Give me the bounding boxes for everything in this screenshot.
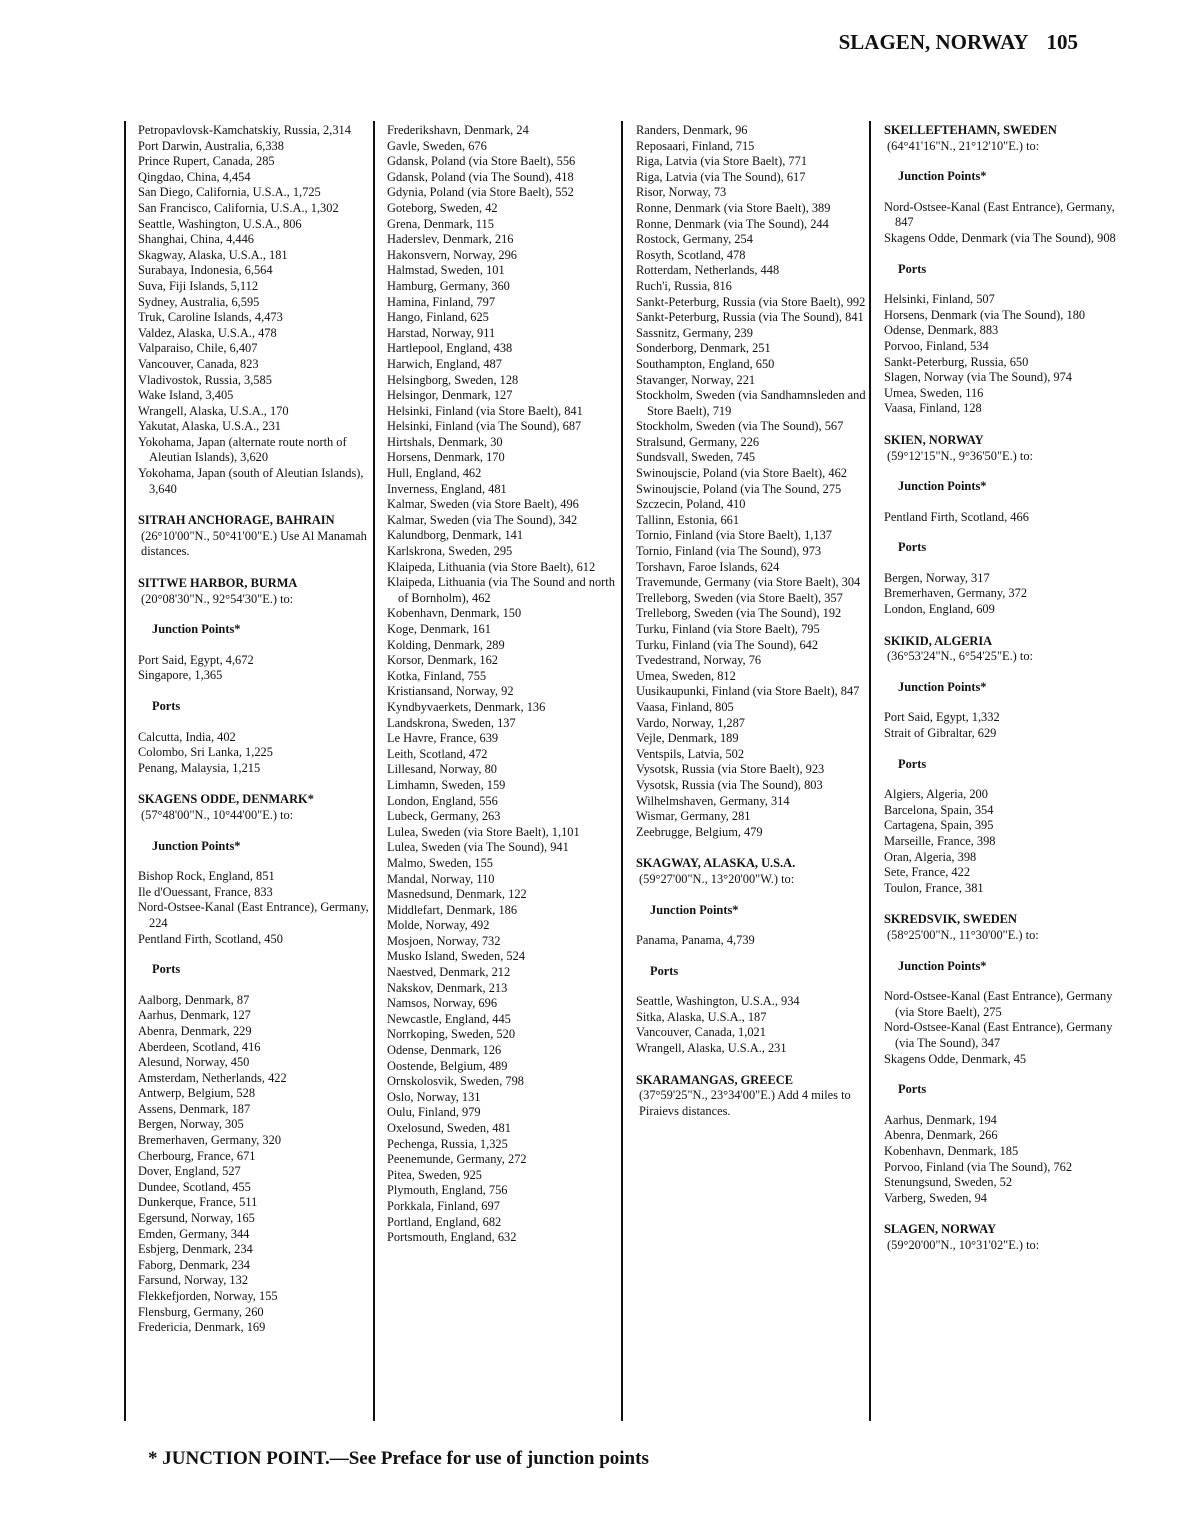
port-entry: London, England, 609 xyxy=(884,602,995,617)
port-entry: Faborg, Denmark, 234 xyxy=(138,1257,250,1272)
port-entry: Vysotsk, Russia (via The Sound), 803 xyxy=(636,777,823,792)
port-entry: Dunkerque, France, 511 xyxy=(138,1195,258,1210)
port-entry: Hartlepool, England, 438 xyxy=(387,341,513,356)
port-entry: Musko Island, Sweden, 524 xyxy=(387,949,526,964)
port-entry: Port Said, Egypt, 1,332 xyxy=(884,710,1000,725)
port-entry: Ventspils, Latvia, 502 xyxy=(636,746,745,761)
port-entry: Ruch'i, Russia, 816 xyxy=(636,278,732,293)
port-entry: Helsinki, Finland (via Store Baelt), 841 xyxy=(387,403,583,418)
port-entry: Inverness, England, 481 xyxy=(387,481,507,496)
port-entry: Porkkala, Finland, 697 xyxy=(387,1198,500,1213)
port-entry: Panama, Panama, 4,739 xyxy=(636,933,755,948)
column-rule xyxy=(124,121,126,1421)
port-entry: Fredericia, Denmark, 169 xyxy=(138,1320,266,1335)
section-heading: SKIEN, NORWAY xyxy=(884,432,984,447)
port-entry: Alesund, Norway, 450 xyxy=(138,1055,250,1070)
port-entry: Flensburg, Germany, 260 xyxy=(138,1304,264,1319)
port-entry: Klaipeda, Lithuania (via The Sound and north of Bornholm), 462 xyxy=(387,575,615,605)
port-entry: Wrangell, Alaska, U.S.A., 231 xyxy=(636,1041,787,1056)
port-entry: Helsingor, Denmark, 127 xyxy=(387,388,513,403)
port-entry: Karlskrona, Sweden, 295 xyxy=(387,544,513,559)
subheading: Ports xyxy=(898,756,927,771)
section-heading: SKREDSVIK, SWEDEN xyxy=(884,912,1017,927)
port-entry: Stavanger, Norway, 221 xyxy=(636,372,756,387)
port-entry: Vysotsk, Russia (via Store Baelt), 923 xyxy=(636,762,825,777)
port-entry: San Diego, California, U.S.A., 1,725 xyxy=(138,185,321,200)
port-entry: Assens, Denmark, 187 xyxy=(138,1101,251,1116)
port-entry: Kalmar, Sweden (via Store Baelt), 496 xyxy=(387,497,579,512)
port-entry: Egersund, Norway, 165 xyxy=(138,1211,255,1226)
coordinates: (64°41'16"N., 21°12'10"E.) to: xyxy=(887,138,1040,153)
port-entry: Bremerhaven, Germany, 372 xyxy=(884,586,1028,601)
port-entry: Halmstad, Sweden, 101 xyxy=(387,263,505,278)
port-entry: Plymouth, England, 756 xyxy=(387,1183,508,1198)
port-entry: Tvedestrand, Norway, 76 xyxy=(636,653,762,668)
port-entry: Swinoujscie, Poland (via The Sound, 275 xyxy=(636,481,842,496)
subheading: Junction Points* xyxy=(152,838,241,853)
port-entry: Ile d'Ouessant, France, 833 xyxy=(138,884,273,899)
port-entry: Turku, Finland (via Store Baelt), 795 xyxy=(636,622,820,636)
port-entry: Hakonsvern, Norway, 296 xyxy=(387,247,517,262)
port-entry: Reposaari, Finland, 715 xyxy=(636,138,755,153)
port-entry: Mosjoen, Norway, 732 xyxy=(387,933,501,948)
port-entry: Oxelosund, Sweden, 481 xyxy=(387,1121,511,1135)
port-entry: Stockholm, Sweden (via Sandhamnsleden and Store Baelt), 719 xyxy=(636,388,866,418)
port-entry: London, England, 556 xyxy=(387,793,498,808)
port-entry: Frederikshavn, Denmark, 24 xyxy=(387,123,529,137)
port-entry: Penang, Malaysia, 1,215 xyxy=(138,760,261,775)
port-entry: Bergen, Norway, 317 xyxy=(884,570,990,585)
port-entry: Wrangell, Alaska, U.S.A., 170 xyxy=(138,403,289,418)
port-entry: Lulea, Sweden (via Store Baelt), 1,101 xyxy=(387,824,580,839)
port-entry: Haderslev, Denmark, 216 xyxy=(387,232,514,247)
port-entry: Zeebrugge, Belgium, 479 xyxy=(636,824,763,839)
coordinates: (58°25'00"N., 11°30'00"E.) to: xyxy=(887,927,1039,942)
port-entry: Oslo, Norway, 131 xyxy=(387,1089,481,1104)
port-entry: Wilhelmshaven, Germany, 314 xyxy=(636,793,790,808)
port-entry: Uusikaupunki, Finland (via Store Baelt), 847 xyxy=(636,684,860,699)
port-entry: Antwerp, Belgium, 528 xyxy=(138,1086,256,1101)
port-entry: Sankt-Peterburg, Russia (via Store Baelt), 992 xyxy=(636,294,866,309)
port-entry: Koge, Denmark, 161 xyxy=(387,622,491,636)
port-entry: Bremerhaven, Germany, 320 xyxy=(138,1133,282,1148)
page-title: SLAGEN, NORWAY xyxy=(838,30,1029,54)
port-entry: Pentland Firth, Scotland, 466 xyxy=(884,509,1029,524)
port-entry: Kotka, Finland, 755 xyxy=(387,668,487,683)
section-heading: SLAGEN, NORWAY xyxy=(884,1222,997,1237)
port-entry: Hirtshals, Denmark, 30 xyxy=(387,434,503,449)
port-entry: Aarhus, Denmark, 127 xyxy=(138,1008,251,1023)
port-entry: Aberdeen, Scotland, 416 xyxy=(138,1039,261,1054)
port-entry: Nord-Ostsee-Kanal (East Entrance), Germany, 847 xyxy=(884,199,1115,230)
section-heading: SKAGWAY, ALASKA, U.S.A. xyxy=(636,856,796,871)
port-entry: Umea, Sweden, 812 xyxy=(636,668,736,683)
port-entry: Trelleborg, Sweden (via The Sound), 192 xyxy=(636,606,842,621)
port-entry: Port Darwin, Australia, 6,338 xyxy=(138,138,284,153)
port-entry: Bergen, Norway, 305 xyxy=(138,1117,244,1132)
port-entry: Cherbourg, France, 671 xyxy=(138,1148,256,1163)
column-3 xyxy=(636,123,871,1119)
subheading: Junction Points* xyxy=(898,479,987,494)
port-entry: Lulea, Sweden (via The Sound), 941 xyxy=(387,840,569,855)
port-entry: Trelleborg, Sweden (via Store Baelt), 357 xyxy=(636,590,843,605)
port-entry: Aalborg, Denmark, 87 xyxy=(138,992,250,1007)
port-entry: Amsterdam, Netherlands, 422 xyxy=(138,1070,287,1085)
port-entry: Vaasa, Finland, 128 xyxy=(884,401,982,416)
coordinates: (59°27'00"N., 13°20'00"W.) to: xyxy=(639,871,795,886)
port-entry: Kobenhavn, Denmark, 185 xyxy=(884,1143,1019,1158)
port-entry: Torshavn, Faroe Islands, 624 xyxy=(636,559,780,574)
port-entry: Porvoo, Finland (via The Sound), 762 xyxy=(884,1159,1073,1174)
port-entry: Toulon, France, 381 xyxy=(884,880,984,895)
port-entry: Travemunde, Germany (via Store Baelt), 304 xyxy=(636,575,861,590)
port-entry: Naestved, Denmark, 212 xyxy=(387,965,511,980)
port-entry: Odense, Denmark, 883 xyxy=(884,323,999,338)
port-entry: Landskrona, Sweden, 137 xyxy=(387,715,516,730)
port-entry: Hull, England, 462 xyxy=(387,466,482,481)
port-entry: Hamburg, Germany, 360 xyxy=(387,278,510,293)
subheading: Ports xyxy=(152,962,181,977)
subheading: Ports xyxy=(898,540,927,555)
coordinates: (37°59'25"N., 23°34'00"E.) Add 4 miles to Piraievs distances. xyxy=(639,1088,851,1118)
port-entry: Slagen, Norway (via The Sound), 974 xyxy=(884,370,1073,385)
port-entry: Pentland Firth, Scotland, 450 xyxy=(138,931,283,946)
running-head xyxy=(839,30,1078,55)
column-rule xyxy=(869,121,871,1421)
port-entry: Norrkoping, Sweden, 520 xyxy=(387,1027,516,1042)
port-entry: Vladivostok, Russia, 3,585 xyxy=(138,372,272,387)
port-entry: Gdynia, Poland (via Store Baelt), 552 xyxy=(387,185,574,200)
subheading: Ports xyxy=(650,963,679,978)
port-entry: Nakskov, Denmark, 213 xyxy=(387,980,508,995)
section-heading: SITRAH ANCHORAGE, BAHRAIN xyxy=(138,513,335,528)
port-entry: Bishop Rock, England, 851 xyxy=(138,869,275,884)
port-entry: Nord-Ostsee-Kanal (East Entrance), Germany (via The Sound), 347 xyxy=(884,1020,1113,1050)
port-entry: Kalmar, Sweden (via The Sound), 342 xyxy=(387,512,578,527)
port-entry: Kobenhavn, Denmark, 150 xyxy=(387,606,522,621)
port-entry: Stenungsund, Sweden, 52 xyxy=(884,1175,1013,1190)
column-rule xyxy=(373,121,375,1421)
port-entry: Qingdao, China, 4,454 xyxy=(138,169,251,184)
port-entry: Calcutta, India, 402 xyxy=(138,729,236,744)
port-entry: Tallinn, Estonia, 661 xyxy=(636,512,740,527)
port-entry: Skagens Odde, Denmark, 45 xyxy=(884,1051,1027,1066)
port-entry: Peenemunde, Germany, 272 xyxy=(387,1152,527,1167)
port-entry: Gavle, Sweden, 676 xyxy=(387,138,487,153)
port-entry: Southampton, England, 650 xyxy=(636,356,775,371)
port-entry: Grena, Denmark, 115 xyxy=(387,216,494,231)
subheading: Junction Points* xyxy=(152,622,241,637)
port-entry: Surabaya, Indonesia, 6,564 xyxy=(138,263,273,278)
port-entry: Klaipeda, Lithuania (via Store Baelt), 612 xyxy=(387,559,596,574)
port-entry: Vancouver, Canada, 1,021 xyxy=(636,1025,766,1040)
port-entry: Singapore, 1,365 xyxy=(138,668,223,683)
port-entry: Korsor, Denmark, 162 xyxy=(387,653,498,668)
port-entry: Odense, Denmark, 126 xyxy=(387,1043,502,1058)
section-heading: SKAGENS ODDE, DENMARK* xyxy=(138,792,314,807)
port-entry: Namsos, Norway, 696 xyxy=(387,996,498,1011)
subheading: Ports xyxy=(152,699,181,713)
port-entry: Sankt-Peterburg, Russia (via The Sound), 841 xyxy=(636,310,864,325)
port-entry: Oran, Algeria, 398 xyxy=(884,849,977,864)
port-entry: Nord-Ostsee-Kanal (East Entrance), Germany, 224 xyxy=(138,900,369,930)
footnote: * JUNCTION POINT.—See Preface for use of junction points xyxy=(148,1448,649,1469)
port-entry: Vancouver, Canada, 823 xyxy=(138,356,259,371)
port-entry: Helsinki, Finland, 507 xyxy=(884,292,995,307)
port-entry: Yokohama, Japan (south of Aleutian Islands), 3,640 xyxy=(138,466,364,496)
port-entry: Middlefart, Denmark, 186 xyxy=(387,902,518,917)
port-entry: Dover, England, 527 xyxy=(138,1164,241,1179)
section-heading: SKIKID, ALGERIA xyxy=(884,633,993,648)
port-entry: Kolding, Denmark, 289 xyxy=(387,637,505,652)
coordinates: (57°48'00"N., 10°44'00"E.) to: xyxy=(141,807,294,822)
port-entry: Riga, Latvia (via The Sound), 617 xyxy=(636,169,806,184)
port-entry: Sitka, Alaska, U.S.A., 187 xyxy=(636,1009,767,1024)
coordinates: (59°20'00"N., 10°31'02"E.) to: xyxy=(887,1237,1040,1252)
port-entry: Pechenga, Russia, 1,325 xyxy=(387,1136,508,1151)
port-entry: Farsund, Norway, 132 xyxy=(138,1273,249,1288)
port-entry: Algiers, Algeria, 200 xyxy=(884,787,988,802)
port-entry: Gdansk, Poland (via Store Baelt), 556 xyxy=(387,154,576,169)
port-entry: Sete, France, 422 xyxy=(884,865,971,880)
port-entry: San Francisco, California, U.S.A., 1,302 xyxy=(138,200,339,215)
section-heading: SKARAMANGAS, GREECE xyxy=(636,1072,793,1087)
port-entry: Ronne, Denmark (via Store Baelt), 389 xyxy=(636,200,831,215)
port-entry: Helsinki, Finland (via The Sound), 687 xyxy=(387,419,582,434)
port-entry: Masnedsund, Denmark, 122 xyxy=(387,887,527,902)
port-entry: Rostock, Germany, 254 xyxy=(636,232,753,247)
port-entry: Molde, Norway, 492 xyxy=(387,918,490,933)
port-entry: Yakutat, Alaska, U.S.A., 231 xyxy=(138,419,281,434)
port-entry: Stockholm, Sweden (via The Sound), 567 xyxy=(636,419,844,434)
port-entry: Seattle, Washington, U.S.A., 806 xyxy=(138,216,302,231)
port-entry: Kyndbyvaerkets, Denmark, 136 xyxy=(387,699,546,714)
port-entry: Truk, Caroline Islands, 4,473 xyxy=(138,310,283,325)
port-entry: Harstad, Norway, 911 xyxy=(387,325,496,340)
coordinates: (26°10'00"N., 50°41'00"E.) Use Al Manamah distances. xyxy=(141,528,367,559)
port-entry: Portland, England, 682 xyxy=(387,1214,502,1229)
subheading: Ports xyxy=(898,1082,927,1097)
port-entry: Prince Rupert, Canada, 285 xyxy=(138,154,275,169)
port-entry: Leith, Scotland, 472 xyxy=(387,746,488,761)
port-entry: Swinoujscie, Poland (via Store Baelt), 462 xyxy=(636,466,847,481)
port-entry: Skagens Odde, Denmark (via The Sound), 908 xyxy=(884,230,1116,245)
port-entry: Sankt-Peterburg, Russia, 650 xyxy=(884,354,1029,369)
subheading: Junction Points* xyxy=(650,902,739,917)
port-entry: Lubeck, Germany, 263 xyxy=(387,809,501,824)
subheading: Junction Points* xyxy=(898,679,987,694)
column-rule xyxy=(621,121,623,1421)
port-entry: Ronne, Denmark (via The Sound), 244 xyxy=(636,216,829,231)
port-entry: Hamina, Finland, 797 xyxy=(387,294,496,309)
port-entry: Skagway, Alaska, U.S.A., 181 xyxy=(138,247,288,262)
port-entry: Rosyth, Scotland, 478 xyxy=(636,247,746,262)
port-entry: Yokohama, Japan (alternate route north of Aleutian Islands), 3,620 xyxy=(138,434,347,465)
port-entry: Horsens, Denmark (via The Sound), 180 xyxy=(884,307,1086,322)
port-entry: Helsingborg, Sweden, 128 xyxy=(387,372,519,387)
coordinates: (20°08'30"N., 92°54'30"E.) to: xyxy=(141,591,294,606)
page-number: 105 xyxy=(1046,30,1078,54)
port-entry: Sydney, Australia, 6,595 xyxy=(138,294,260,309)
port-entry: Strait of Gibraltar, 629 xyxy=(884,726,997,741)
port-entry: Oostende, Belgium, 489 xyxy=(387,1058,508,1073)
port-entry: Randers, Denmark, 96 xyxy=(636,123,748,137)
port-entry: Flekkefjorden, Norway, 155 xyxy=(138,1289,278,1303)
port-entry: Umea, Sweden, 116 xyxy=(884,385,984,400)
port-entry: Oulu, Finland, 979 xyxy=(387,1105,481,1120)
port-entry: Abenra, Denmark, 266 xyxy=(884,1128,998,1143)
port-entry: Petropavlovsk-Kamchatskiy, Russia, 2,314 xyxy=(138,123,351,137)
port-entry: Sonderborg, Denmark, 251 xyxy=(636,341,771,356)
port-entry: Kristiansand, Norway, 92 xyxy=(387,684,514,699)
port-entry: Gdansk, Poland (via The Sound), 418 xyxy=(387,169,574,184)
port-entry: Marseille, France, 398 xyxy=(884,834,996,848)
port-entry: Sassnitz, Germany, 239 xyxy=(636,325,753,340)
port-entry: Horsens, Denmark, 170 xyxy=(387,450,505,465)
column-4 xyxy=(884,123,1119,1253)
port-entry: Vardo, Norway, 1,287 xyxy=(636,715,745,730)
coordinates: (59°12'15"N., 9°36'50"E.) to: xyxy=(887,448,1033,463)
port-entry: Suva, Fiji Islands, 5,112 xyxy=(138,278,259,293)
port-entry: Ornskolosvik, Sweden, 798 xyxy=(387,1074,524,1089)
port-entry: Wake Island, 3,405 xyxy=(138,388,234,403)
coordinates: (36°53'24"N., 6°54'25"E.) to: xyxy=(887,649,1033,664)
port-entry: Malmo, Sweden, 155 xyxy=(387,855,493,870)
port-entry: Tornio, Finland (via The Sound), 973 xyxy=(636,544,822,559)
port-entry: Stralsund, Germany, 226 xyxy=(636,434,760,449)
port-entry: Harwich, England, 487 xyxy=(387,356,502,371)
subheading: Junction Points* xyxy=(898,958,987,973)
port-entry: Hango, Finland, 625 xyxy=(387,310,489,325)
port-entry: Valdez, Alaska, U.S.A., 478 xyxy=(138,325,277,340)
port-entry: Vaasa, Finland, 805 xyxy=(636,699,734,714)
port-entry: Barcelona, Spain, 354 xyxy=(884,802,994,817)
section-heading: SITTWE HARBOR, BURMA xyxy=(138,576,298,591)
port-entry: Cartagena, Spain, 395 xyxy=(884,818,994,833)
port-entry: Valparaiso, Chile, 6,407 xyxy=(138,341,258,356)
port-entry: Esbjerg, Denmark, 234 xyxy=(138,1242,253,1257)
port-entry: Kalundborg, Denmark, 141 xyxy=(387,528,524,543)
port-entry: Nord-Ostsee-Kanal (East Entrance), Germany (via Store Baelt), 275 xyxy=(884,989,1113,1019)
port-entry: Goteborg, Sweden, 42 xyxy=(387,200,498,215)
section-heading: SKELLEFTEHAMN, SWEDEN xyxy=(884,123,1057,137)
port-entry: Le Havre, France, 639 xyxy=(387,731,499,746)
port-entry: Abenra, Denmark, 229 xyxy=(138,1023,252,1038)
subheading: Junction Points* xyxy=(898,169,987,184)
port-entry: Port Said, Egypt, 4,672 xyxy=(138,652,254,667)
port-entry: Shanghai, China, 4,446 xyxy=(138,232,254,247)
port-entry: Szczecin, Poland, 410 xyxy=(636,497,746,512)
subheading: Ports xyxy=(898,261,927,276)
port-entry: Colombo, Sri Lanka, 1,225 xyxy=(138,745,273,760)
port-entry: Limhamn, Sweden, 159 xyxy=(387,777,506,792)
port-entry: Rotterdam, Netherlands, 448 xyxy=(636,263,780,278)
port-entry: Wismar, Germany, 281 xyxy=(636,809,751,824)
port-entry: Mandal, Norway, 110 xyxy=(387,871,495,886)
port-entry: Porvoo, Finland, 534 xyxy=(884,338,989,353)
port-entry: Portsmouth, England, 632 xyxy=(387,1230,517,1245)
port-entry: Tornio, Finland (via Store Baelt), 1,137 xyxy=(636,528,832,543)
port-entry: Emden, Germany, 344 xyxy=(138,1226,250,1241)
port-entry: Varberg, Sweden, 94 xyxy=(884,1190,988,1205)
port-entry: Vejle, Denmark, 189 xyxy=(636,731,739,746)
port-entry: Dundee, Scotland, 455 xyxy=(138,1179,251,1194)
port-entry: Pitea, Sweden, 925 xyxy=(387,1167,482,1182)
port-entry: Riga, Latvia (via Store Baelt), 771 xyxy=(636,154,808,169)
port-entry: Risor, Norway, 73 xyxy=(636,185,727,200)
port-entry: Newcastle, England, 445 xyxy=(387,1011,511,1026)
port-entry: Turku, Finland (via The Sound), 642 xyxy=(636,637,819,652)
column-1 xyxy=(138,123,373,1336)
port-entry: Seattle, Washington, U.S.A., 934 xyxy=(636,994,800,1009)
port-entry: Lillesand, Norway, 80 xyxy=(387,762,497,777)
column-2 xyxy=(387,123,622,1246)
port-entry: Aarhus, Denmark, 194 xyxy=(884,1112,997,1127)
port-entry: Sundsvall, Sweden, 745 xyxy=(636,450,756,465)
